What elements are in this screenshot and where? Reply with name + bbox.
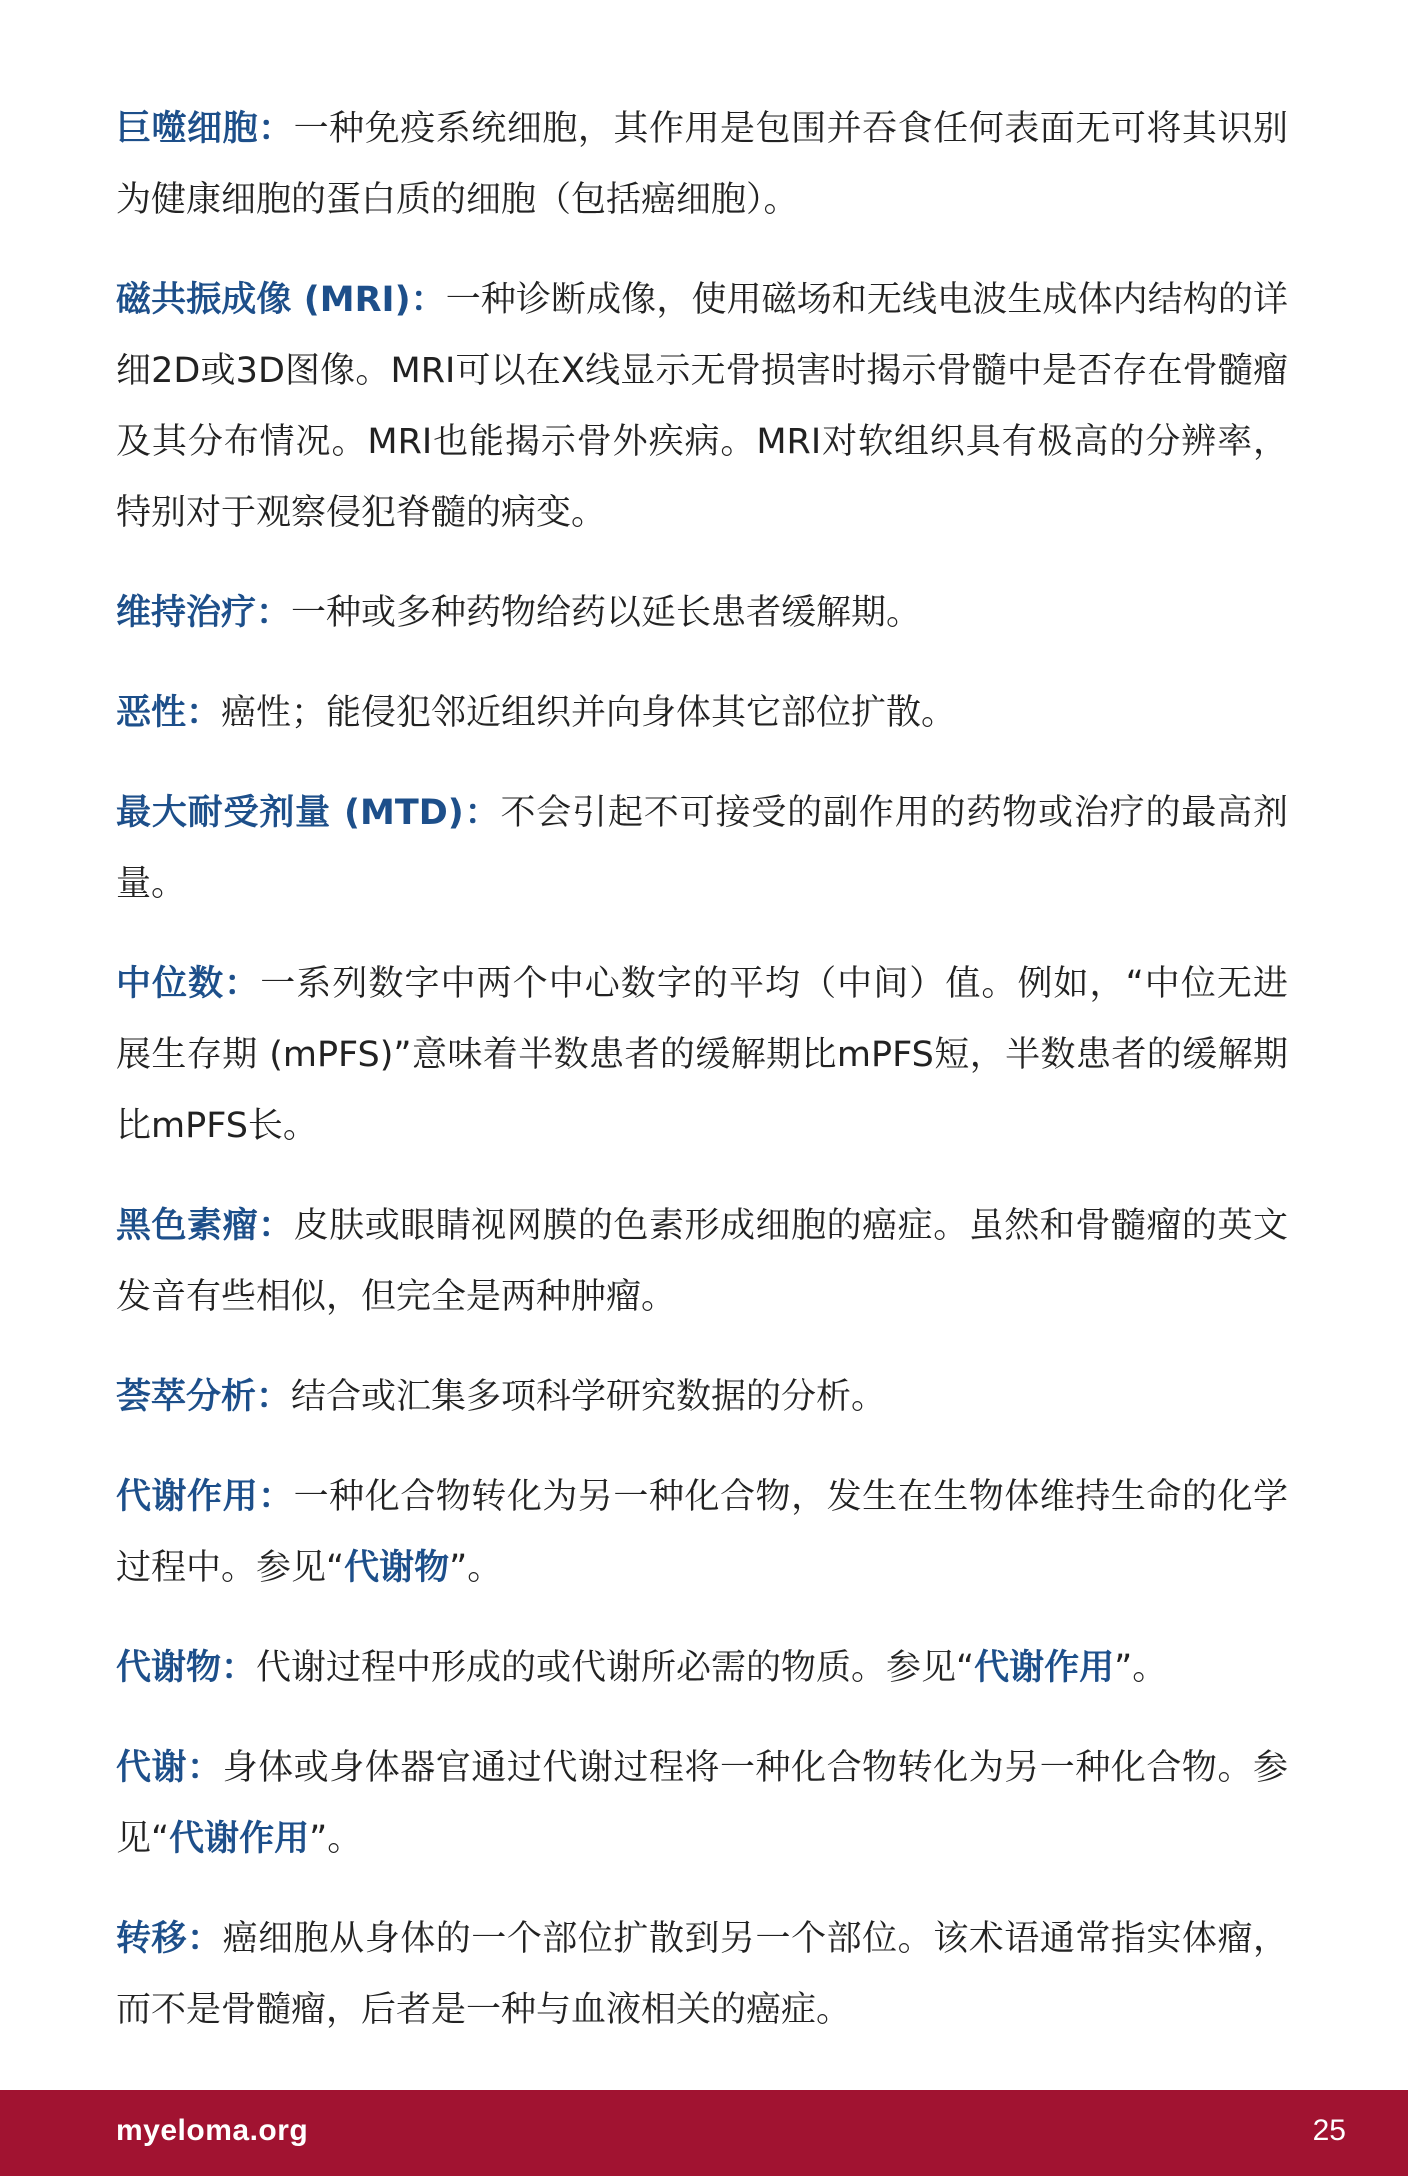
entry-term: 代谢作用：: [116, 1477, 294, 1517]
glossary-entry-metabolite: [116, 1633, 1288, 1704]
entry-definition: 癌细胞从身体的一个部位扩散到另一个部位。该术语通常指实体瘤，而不是骨髓瘤，后者是一种与血液相关的癌症。: [116, 1919, 1288, 2030]
entry-definition: 一种化合物转化为另一种化合物，发生在生物体维持生命的化学过程中。参见“: [116, 1477, 1288, 1588]
glossary-entry-macrophage: [116, 94, 1288, 236]
entry-definition: 一种免疫系统细胞，其作用是包围并吞食任何表面无可将其识别为健康细胞的蛋白质的细胞（包括癌细胞）。: [116, 109, 1288, 220]
entry-definition: 一种或多种药物给药以延长患者缓解期。: [291, 593, 922, 633]
entry-term: 磁共振成像 (MRI)：: [116, 280, 446, 320]
cross-reference-link[interactable]: 代谢作用: [169, 1819, 310, 1859]
entry-definition: 一种诊断成像，使用磁场和无线电波生成体内结构的详细2D或3D图像。MRI可以在X线显示无骨损害时揭示骨髓中是否存在骨髓瘤及其分布情况。MRI也能揭示骨外疾病。MRI对软组织具有极高的分辨率，特别对于观察侵犯脊髓的病变。: [116, 280, 1288, 533]
glossary-entry-maintenance-therapy: [116, 578, 1288, 649]
entry-definition-end: ”。: [1114, 1648, 1168, 1688]
entry-definition-end: ”。: [309, 1819, 363, 1859]
page-footer: [0, 2090, 1408, 2176]
entry-term: 最大耐受剂量 (MTD)：: [116, 793, 501, 833]
entry-term: 中位数：: [116, 964, 261, 1004]
entry-term: 代谢：: [116, 1748, 223, 1788]
footer-website-link[interactable]: myeloma.org: [116, 2114, 309, 2147]
glossary-entry-mtd: [116, 778, 1288, 920]
entry-definition: 结合或汇集多项科学研究数据的分析。: [291, 1377, 887, 1417]
glossary-entry-metabolism: [116, 1462, 1288, 1604]
entry-definition: 代谢过程中形成的或代谢所必需的物质。参见“: [256, 1648, 975, 1688]
entry-term: 维持治疗：: [116, 593, 292, 633]
glossary-entry-metabolize: [116, 1733, 1288, 1875]
glossary-entry-mri: [116, 265, 1288, 549]
entry-definition: 癌性；能侵犯邻近组织并向身体其它部位扩散。: [221, 693, 957, 733]
glossary-entry-median: [116, 949, 1288, 1162]
glossary-entry-melanoma: [116, 1191, 1288, 1333]
entry-term: 黑色素瘤：: [116, 1206, 294, 1246]
entry-definition: 一系列数字中两个中心数字的平均（中间）值。例如，“中位无进展生存期 (mPFS)”意味着半数患者的缓解期比mPFS短，半数患者的缓解期比mPFS长。: [116, 964, 1288, 1146]
entry-term: 荟萃分析：: [116, 1377, 292, 1417]
cross-reference-link[interactable]: 代谢物: [344, 1548, 450, 1588]
entry-term: 恶性：: [116, 693, 222, 733]
entry-term: 转移：: [116, 1919, 223, 1959]
entry-term: 代谢物：: [116, 1648, 257, 1688]
glossary-entry-malignant: [116, 678, 1288, 749]
glossary-entry-metastasis: [116, 1904, 1288, 2046]
page-number: 25: [1312, 2114, 1346, 2147]
entry-definition: 身体或身体器官通过代谢过程将一种化合物转化为另一种化合物。参见“: [116, 1748, 1288, 1859]
glossary-content: [116, 94, 1288, 2075]
entry-definition-end: ”。: [449, 1548, 503, 1588]
entry-term: 巨噬细胞：: [116, 109, 294, 149]
entry-definition: 不会引起不可接受的副作用的药物或治疗的最高剂量。: [116, 793, 1288, 904]
entry-definition: 皮肤或眼睛视网膜的色素形成细胞的癌症。虽然和骨髓瘤的英文发音有些相似，但完全是两种肿瘤。: [116, 1206, 1288, 1317]
glossary-entry-meta-analysis: [116, 1362, 1288, 1433]
cross-reference-link[interactable]: 代谢作用: [974, 1648, 1115, 1688]
